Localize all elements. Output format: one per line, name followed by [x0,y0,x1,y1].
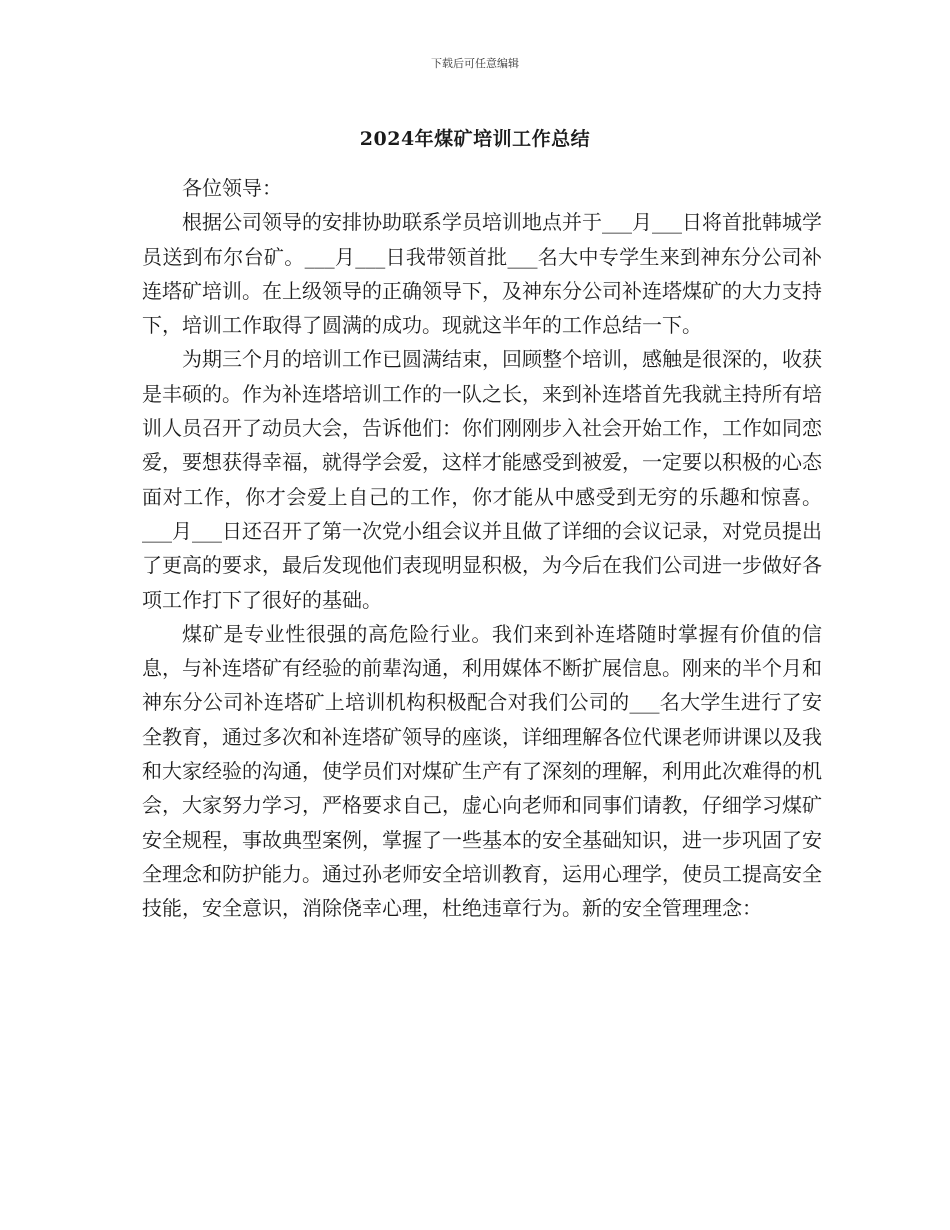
body-paragraph: 为期三个月的培训工作已圆满结束，回顾整个培训，感触是很深的，收获是丰硕的。作为补连塔培训工作的一队之长，来到补连塔首先我就主持所有培训人员召开了动员大会，告诉他们：你们刚刚步入社会开始工作，工作如同恋爱，要想获得幸福，就得学会爱，这样才能感受到被爱，一定要以积极的心态面对工作，你才会爱上自己的工作，你才能从中感受到无穷的乐趣和惊喜。___月___日还召开了第一次党小组会议并且做了详细的会议记录，对党员提出了更高的要求，最后发现他们表现明显积极，为今后在我们公司进一步做好各项工作打下了很好的基础。 [142,347,822,612]
document-body [142,171,822,926]
header-note: 下载后可任意编辑 [431,57,519,70]
document-title: 2024年煤矿培训工作总结 [359,128,591,150]
salutation-paragraph: 各位领导： [182,176,282,200]
body-paragraph: 煤矿是专业性很强的高危险行业。我们来到补连塔随时掌握有价值的信息，与补连塔矿有经验的前辈沟通，利用媒体不断扩展信息。刚来的半个月和神东分公司补连塔矿上培训机构积极配合对我们公司的___名大学生进行了安全教育，通过多次和补连塔矿领导的座谈，详细理解各位代课老师讲课以及我和大家经验的沟通，使学员们对煤矿生产有了深刻的理解，利用此次难得的机会，大家努力学习，严格要求自己，虚心向老师和同事们请教，仔细学习煤矿安全规程，事故典型案例，掌握了一些基本的安全基础知识，进一步巩固了安全理念和防护能力。通过孙老师安全培训教育，运用心理学，使员工提高安全技能，安全意识，消除侥幸心理，杜绝违章行为。新的安全管理理念： [142,621,822,921]
body-paragraph: 根据公司领导的安排协助联系学员培训地点并于___月___日将首批韩城学员送到布尔台矿。___月___日我带领首批___名大中专学生来到神东分公司补连塔矿培训。在上级领导的正确领导下，及神东分公司补连塔煤矿的大力支持下，培训工作取得了圆满的成功。现就这半年的工作总结一下。 [142,210,822,338]
